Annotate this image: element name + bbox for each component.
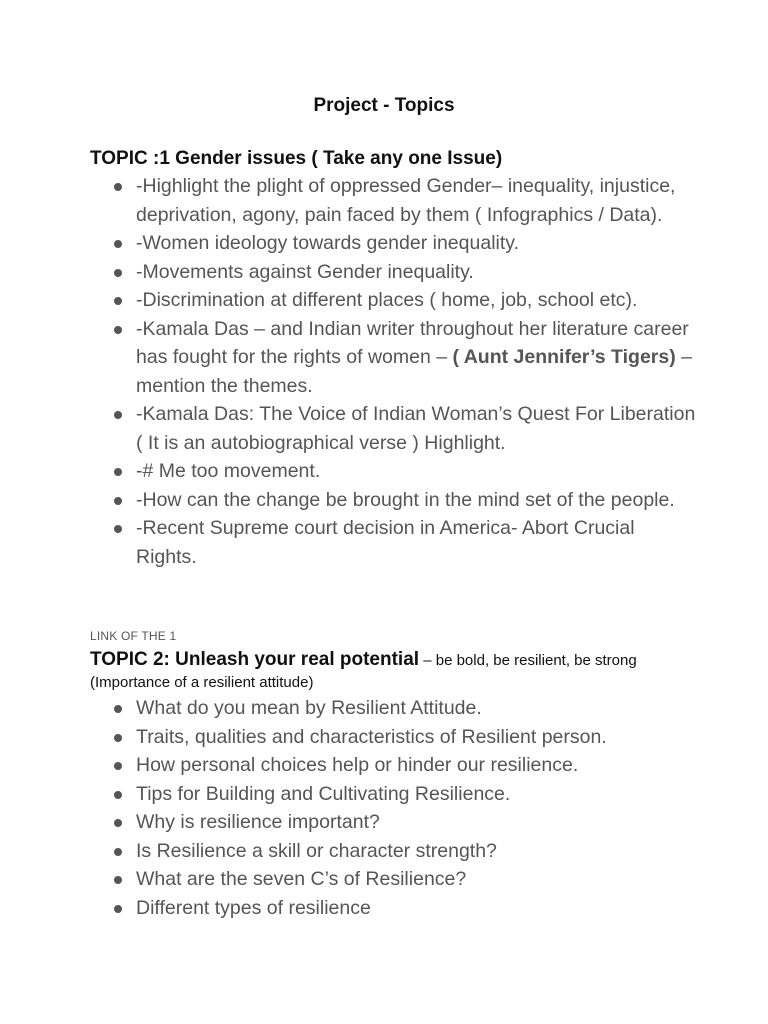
topic1-heading: TOPIC :1 Gender issues ( Take any one Issue): [90, 148, 503, 169]
bullet-icon: [114, 705, 122, 713]
list-item: Different types of resilience: [0, 894, 696, 923]
list-item: Tips for Building and Cultivating Resilience.: [0, 780, 696, 809]
bullet-icon: [114, 468, 122, 476]
bullet-icon: [114, 819, 122, 827]
bullet-icon: [114, 497, 122, 505]
list-item: -Movements against Gender inequality.: [0, 258, 696, 287]
topic1-list: [0, 172, 700, 571]
bullet-icon: [114, 905, 122, 913]
list-item: -Recent Supreme court decision in America- Abort Crucial Rights.: [0, 514, 696, 571]
list-item: -# Me too movement.: [0, 457, 696, 486]
bullet-icon: [114, 876, 122, 884]
list-item: -Kamala Das: The Voice of Indian Woman’s Quest For Liberation ( It is an autobiographical verse ) Highlight.: [0, 400, 696, 457]
list-item: -How can the change be brought in the mind set of the people.: [0, 486, 696, 515]
topic2-list: [0, 694, 700, 922]
list-item: -Highlight the plight of oppressed Gender– inequality, injustice, deprivation, agony, pain faced by them ( Infographics / Data).: [0, 172, 696, 229]
bullet-icon: [114, 791, 122, 799]
page-title: Project - Topics: [313, 95, 455, 116]
bullet-icon: [114, 240, 122, 248]
bullet-icon: [114, 525, 122, 533]
bullet-icon: [114, 411, 122, 419]
list-item: What do you mean by Resilient Attitude.: [0, 694, 696, 723]
list-item: Traits, qualities and characteristics of Resilient person.: [0, 723, 696, 752]
topic2-heading: TOPIC 2: Unleash your real potential – be bold, be resilient, be strong: [90, 649, 637, 670]
bullet-icon: [114, 269, 122, 277]
bullet-icon: [114, 734, 122, 742]
list-item: -Discrimination at different places ( home, job, school etc).: [0, 286, 696, 315]
list-item: How personal choices help or hinder our resilience.: [0, 751, 696, 780]
list-item: -Women ideology towards gender inequality.: [0, 229, 696, 258]
bullet-icon: [114, 183, 122, 191]
bullet-icon: [114, 326, 122, 334]
bullet-icon: [114, 297, 122, 305]
list-item: What are the seven C’s of Resilience?: [0, 865, 696, 894]
topic2-heading-suffix: – be bold, be resilient, be strong: [419, 652, 637, 669]
list-item: Why is resilience important?: [0, 808, 696, 837]
list-item: Is Resilience a skill or character strength?: [0, 837, 696, 866]
link-label: LINK OF THE 1: [90, 629, 177, 643]
bullet-icon: [114, 848, 122, 856]
emphasis-title: ( Aunt Jennifer’s Tigers): [452, 346, 676, 368]
bullet-icon: [114, 762, 122, 770]
list-item: -Kamala Das – and Indian writer throughout her literature career has fought for the rights of women – ( Aunt Jennifer’s Tigers) –mention the themes.: [0, 315, 696, 401]
topic2-subheading: (Importance of a resilient attitude): [90, 674, 314, 691]
